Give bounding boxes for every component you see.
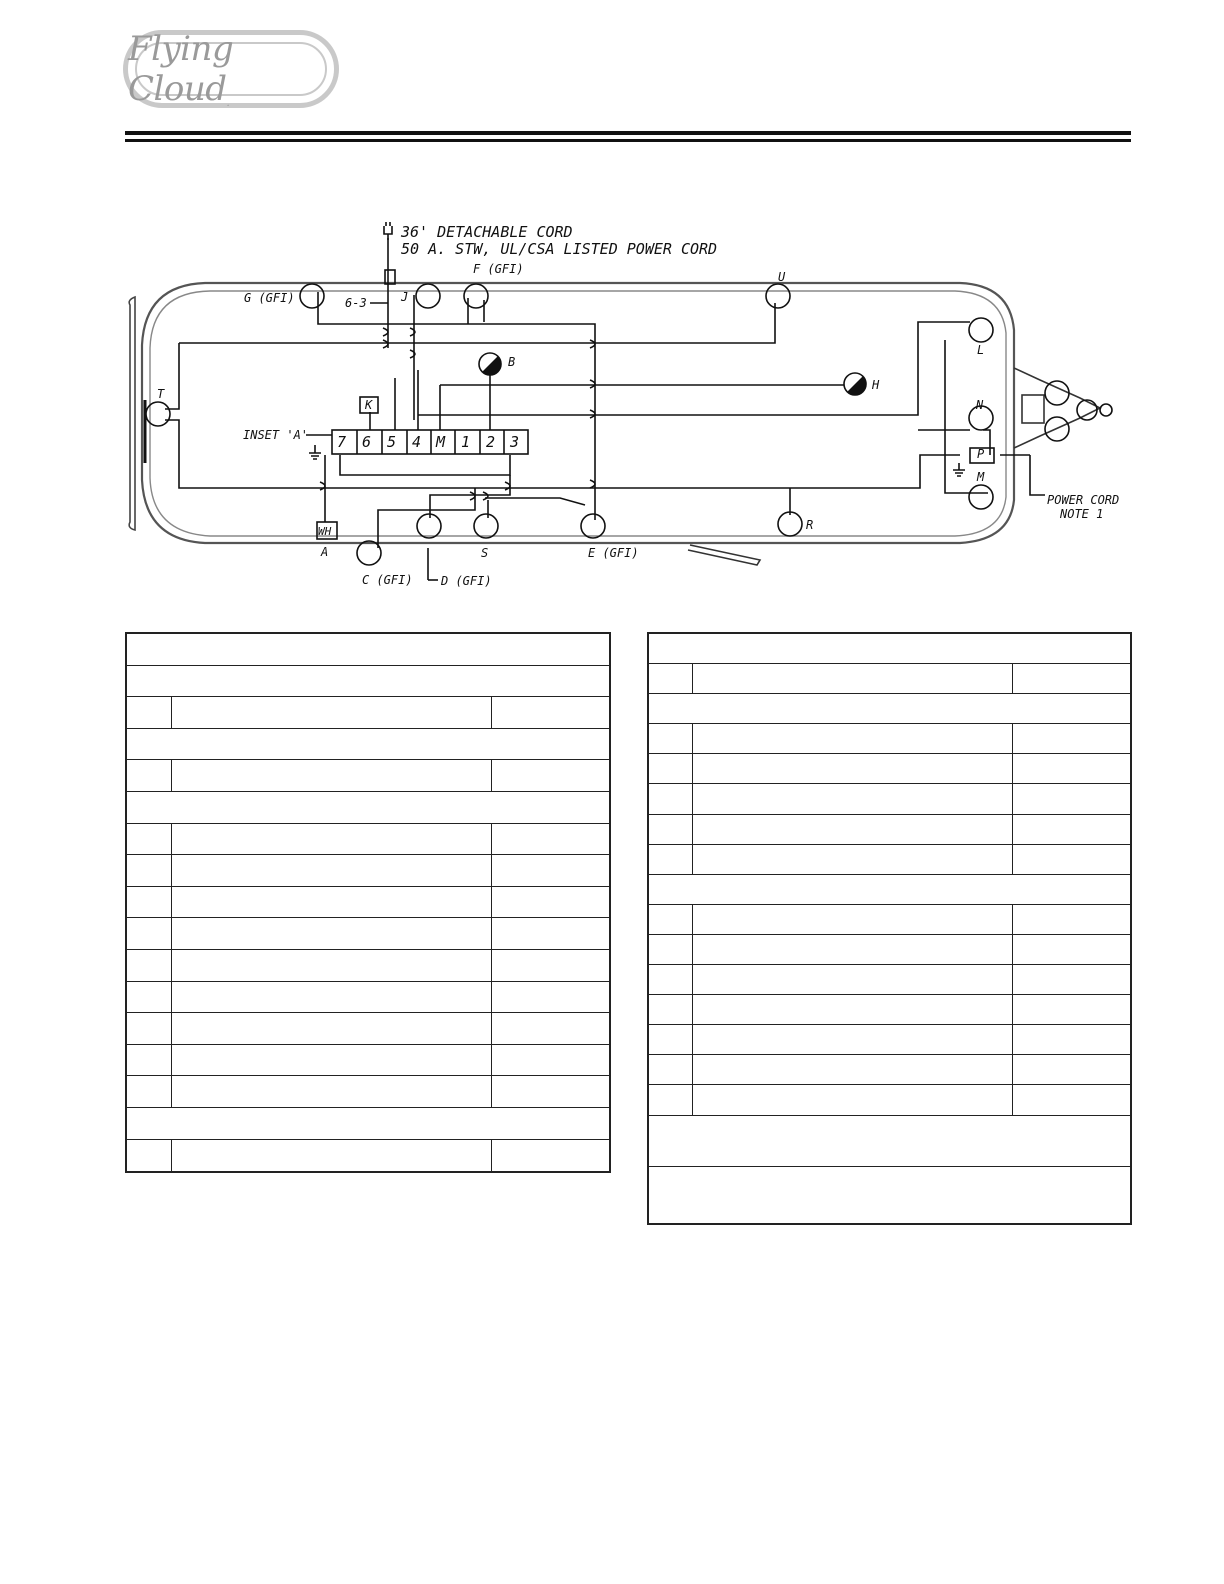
table-cell-value: [492, 855, 609, 886]
table-cell-description: [172, 824, 492, 855]
table-row: [127, 855, 609, 887]
table-cell-number: [127, 1045, 172, 1076]
table-row: [127, 1076, 609, 1108]
label-a: A: [321, 545, 329, 559]
table-cell-description: [172, 918, 492, 949]
table-cell-description: [172, 697, 492, 728]
label-f: F (GFI): [473, 262, 524, 276]
table-cell-value: [1013, 784, 1130, 813]
table-cell-number: [649, 754, 693, 783]
panel-cell-6: 6: [362, 433, 372, 451]
table-cell-number: [649, 724, 693, 753]
table-row: [127, 1013, 609, 1045]
table-cell-value: [492, 1013, 609, 1044]
table-row: [649, 664, 1130, 694]
table-cell-number: [649, 815, 693, 844]
table-title-row: [127, 634, 609, 666]
table-cell-number: [649, 935, 693, 964]
table-cell-value: [1013, 905, 1130, 934]
table-cell-description: [693, 815, 1013, 844]
table-note-row: [649, 1116, 1130, 1167]
table-cell-number: [649, 1085, 693, 1114]
label-m: M: [977, 470, 985, 484]
table-cell-number: [649, 784, 693, 813]
table-cell-description: [693, 1025, 1013, 1054]
table-cell-description: [693, 935, 1013, 964]
table-row: [649, 905, 1130, 935]
table-cell-description: [693, 784, 1013, 813]
table-cell-number: [127, 1076, 172, 1107]
table-cell-value: [1013, 664, 1130, 693]
right-parts-table: [647, 632, 1132, 1225]
table-cell-description: [693, 845, 1013, 874]
label-j: J: [401, 290, 409, 304]
table-cell-description: [693, 1055, 1013, 1084]
table-cell-number: [127, 824, 172, 855]
table-row: [127, 697, 609, 729]
table-cell-number: [127, 1013, 172, 1044]
table-cell-value: [492, 950, 609, 981]
left-parts-table: [125, 632, 611, 1173]
table-cell-value: [1013, 1055, 1130, 1084]
panel-cell-1: 1: [461, 433, 471, 451]
label-wh: WH: [318, 525, 332, 538]
table-row: [649, 724, 1130, 754]
wiring-diagram: [0, 0, 1224, 600]
table-cell-description: [693, 995, 1013, 1024]
table-row: [649, 845, 1130, 875]
inset-label: INSET 'A': [243, 428, 309, 442]
table-cell-number: [649, 965, 693, 994]
table-cell-value: [492, 824, 609, 855]
table-cell-value: [1013, 935, 1130, 964]
table-row: [649, 965, 1130, 995]
table-cell-number: [127, 950, 172, 981]
table-row: [127, 760, 609, 792]
table-row: [127, 1140, 609, 1172]
table-cell-description: [172, 1045, 492, 1076]
table-cell-value: [492, 1045, 609, 1076]
table-row: [649, 815, 1130, 845]
table-cell-number: [127, 887, 172, 918]
table-section-row: [127, 792, 609, 824]
table-row: [127, 918, 609, 950]
table-row: [127, 982, 609, 1014]
table-cell-number: [127, 982, 172, 1013]
table-cell-description: [693, 664, 1013, 693]
table-cell-description: [172, 982, 492, 1013]
cord-subtitle: 50 A. STW, UL/CSA LISTED POWER CORD: [401, 240, 718, 258]
label-d: D (GFI): [441, 574, 492, 588]
table-cell-number: [127, 760, 172, 791]
table-note-row: [649, 1167, 1130, 1218]
table-cell-description: [172, 760, 492, 791]
table-row: [127, 824, 609, 856]
table-cell-value: [492, 1076, 609, 1107]
label-l: L: [977, 343, 985, 357]
label-g: G (GFI): [244, 291, 295, 305]
table-row: [649, 995, 1130, 1025]
table-cell-number: [127, 918, 172, 949]
panel-cell-5: 5: [387, 433, 397, 451]
panel-cell-m: M: [436, 433, 446, 451]
table-cell-description: [172, 887, 492, 918]
label-b: B: [508, 355, 516, 369]
logo-text: Flying Cloud.: [128, 29, 234, 109]
label-e: E (GFI): [588, 546, 639, 560]
table-cell-number: [127, 1140, 172, 1172]
table-cell-value: [1013, 1025, 1130, 1054]
table-section-row: [649, 694, 1130, 724]
table-cell-number: [649, 845, 693, 874]
table-row: [127, 887, 609, 919]
label-k: K: [365, 398, 373, 412]
panel-cell-4: 4: [412, 433, 422, 451]
table-section-row: [127, 1108, 609, 1140]
table-cell-description: [172, 1076, 492, 1107]
table-cell-number: [127, 855, 172, 886]
table-row: [649, 784, 1130, 814]
table-cell-value: [1013, 1085, 1130, 1114]
table-cell-description: [693, 905, 1013, 934]
table-section-row: [127, 729, 609, 761]
table-cell-description: [172, 1140, 492, 1172]
table-cell-description: [693, 754, 1013, 783]
table-row: [649, 1085, 1130, 1115]
table-cell-description: [693, 1085, 1013, 1114]
label-s: S: [481, 546, 489, 560]
label-u: U: [778, 270, 786, 284]
table-row: [127, 1045, 609, 1077]
table-cell-value: [492, 982, 609, 1013]
cord-title: 36' DETACHABLE CORD: [401, 223, 573, 241]
wire-label: 6-3: [345, 296, 367, 310]
panel-cell-2: 2: [486, 433, 496, 451]
table-row: [649, 754, 1130, 784]
table-cell-value: [1013, 965, 1130, 994]
table-cell-number: [649, 1025, 693, 1054]
table-row: [649, 1025, 1130, 1055]
label-n: N: [976, 398, 984, 412]
table-cell-value: [492, 697, 609, 728]
table-row: [649, 1055, 1130, 1085]
label-h: H: [872, 378, 880, 392]
panel-cell-7: 7: [337, 433, 347, 451]
table-cell-number: [127, 697, 172, 728]
table-cell-number: [649, 1055, 693, 1084]
table-cell-number: [649, 664, 693, 693]
table-row: [649, 935, 1130, 965]
label-c: C (GFI): [362, 573, 413, 587]
power-cord-note-1: POWER CORD: [1047, 493, 1120, 507]
label-r: R: [806, 518, 814, 532]
panel-cell-3: 3: [510, 433, 520, 451]
label-t: T: [157, 387, 165, 401]
table-title-row: [649, 634, 1130, 664]
table-cell-value: [492, 1140, 609, 1172]
table-cell-number: [649, 995, 693, 1024]
table-cell-value: [1013, 724, 1130, 753]
table-cell-number: [649, 905, 693, 934]
table-section-row: [649, 875, 1130, 905]
table-cell-description: [172, 855, 492, 886]
table-section-row: [127, 666, 609, 698]
table-row: [127, 950, 609, 982]
label-p: P: [977, 447, 985, 461]
table-cell-description: [172, 1013, 492, 1044]
table-cell-value: [492, 887, 609, 918]
table-cell-value: [492, 918, 609, 949]
table-cell-description: [693, 965, 1013, 994]
table-cell-value: [1013, 995, 1130, 1024]
table-cell-description: [172, 950, 492, 981]
table-cell-value: [1013, 815, 1130, 844]
table-cell-value: [492, 760, 609, 791]
power-cord-note-2: NOTE 1: [1060, 507, 1104, 521]
table-cell-value: [1013, 754, 1130, 783]
table-cell-description: [693, 724, 1013, 753]
table-cell-value: [1013, 845, 1130, 874]
